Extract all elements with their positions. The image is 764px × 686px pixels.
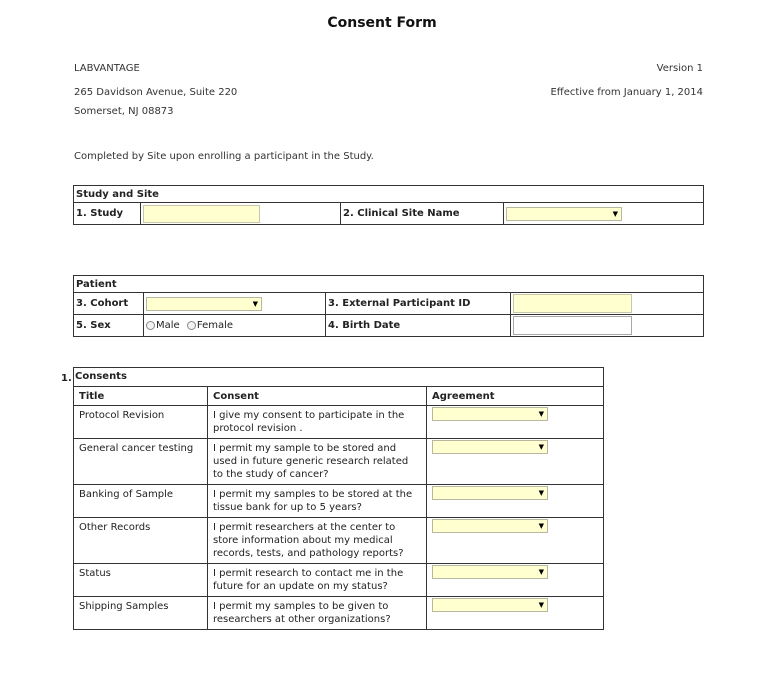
consents-header: Consents	[74, 368, 604, 387]
consent-text: I permit my samples to be stored at the tissue bank for up to 5 years?	[208, 485, 427, 518]
consents-table	[73, 367, 604, 630]
sex-label: 5. Sex	[74, 315, 144, 337]
org-address-line2: Somerset, NJ 08873	[74, 106, 174, 117]
female-radio[interactable]	[187, 321, 196, 330]
agreement-select[interactable]	[432, 407, 548, 421]
agreement-select[interactable]	[432, 565, 548, 579]
male-label: Male	[156, 319, 180, 331]
study-site-header: Study and Site	[74, 186, 704, 203]
chevron-down-icon: ▼	[538, 489, 544, 497]
agreement-select[interactable]	[432, 598, 548, 612]
clinical-site-select[interactable]	[506, 207, 622, 221]
effective-date: Effective from January 1, 2014	[550, 87, 703, 98]
table-row	[74, 564, 604, 597]
external-id-label: 3. External Participant ID	[326, 293, 511, 315]
site-label: 2. Clinical Site Name	[341, 203, 504, 225]
study-label: 1. Study	[74, 203, 141, 225]
chevron-down-icon: ▼	[252, 299, 258, 308]
org-address-line1: 265 Davidson Avenue, Suite 220	[74, 87, 238, 98]
cohort-label: 3. Cohort	[74, 293, 144, 315]
table-row	[74, 597, 604, 630]
agreement-cell	[427, 439, 604, 485]
table-row	[74, 518, 604, 564]
female-label: Female	[196, 319, 234, 331]
site-cell	[504, 203, 704, 225]
page-title: Consent Form	[327, 15, 437, 31]
cohort-select[interactable]	[146, 297, 262, 311]
external-participant-id-input[interactable]	[513, 294, 632, 313]
chevron-down-icon: ▼	[538, 568, 544, 576]
version-label: Version 1	[656, 63, 703, 74]
agreement-select[interactable]	[432, 486, 548, 500]
agreement-cell	[427, 485, 604, 518]
consent-text: I permit my samples to be given to researchers at other organizations?	[208, 597, 427, 630]
consent-text: I permit researchers at the center to store information about my medical records, tests, and pathology reports?	[208, 518, 427, 564]
consent-title: Banking of Sample	[74, 485, 208, 518]
table-row	[74, 485, 604, 518]
intro-text: Completed by Site upon enrolling a participant in the Study.	[74, 151, 374, 162]
birth-date-cell	[511, 315, 704, 337]
consent-text: I permit my sample to be stored and used in future generic research related to the study of cancer?	[208, 439, 427, 485]
agreement-select[interactable]	[432, 519, 548, 533]
chevron-down-icon: ▼	[538, 410, 544, 418]
column-header-title: Title	[74, 387, 208, 406]
consent-text: I give my consent to participate in the protocol revision .	[208, 406, 427, 439]
consent-title: Other Records	[74, 518, 208, 564]
consent-title: Protocol Revision	[74, 406, 208, 439]
table-row	[74, 406, 604, 439]
study-input[interactable]	[143, 205, 260, 223]
study-site-table	[73, 185, 704, 225]
chevron-down-icon: ▼	[538, 522, 544, 530]
column-header-consent: Consent	[208, 387, 427, 406]
birth-date-input[interactable]	[513, 316, 632, 335]
agreement-cell	[427, 518, 604, 564]
chevron-down-icon: ▼	[612, 209, 618, 218]
consent-title: General cancer testing	[74, 439, 208, 485]
birth-date-label: 4. Birth Date	[326, 315, 511, 337]
table-row	[74, 439, 604, 485]
patient-table	[73, 275, 704, 337]
column-header-agreement: Agreement	[427, 387, 604, 406]
consent-text: I permit research to contact me in the future for an update on my status?	[208, 564, 427, 597]
agreement-select[interactable]	[432, 440, 548, 454]
org-name: LABVANTAGE	[74, 63, 140, 74]
sex-cell	[144, 315, 326, 337]
consent-title: Status	[74, 564, 208, 597]
male-radio[interactable]	[146, 321, 155, 330]
external-id-cell	[511, 293, 704, 315]
agreement-cell	[427, 564, 604, 597]
chevron-down-icon: ▼	[538, 443, 544, 451]
agreement-cell	[427, 406, 604, 439]
consent-title: Shipping Samples	[74, 597, 208, 630]
patient-header: Patient	[74, 276, 704, 293]
agreement-cell	[427, 597, 604, 630]
consents-number: 1.	[61, 373, 72, 384]
cohort-cell	[144, 293, 326, 315]
chevron-down-icon: ▼	[538, 601, 544, 609]
study-cell	[141, 203, 341, 225]
